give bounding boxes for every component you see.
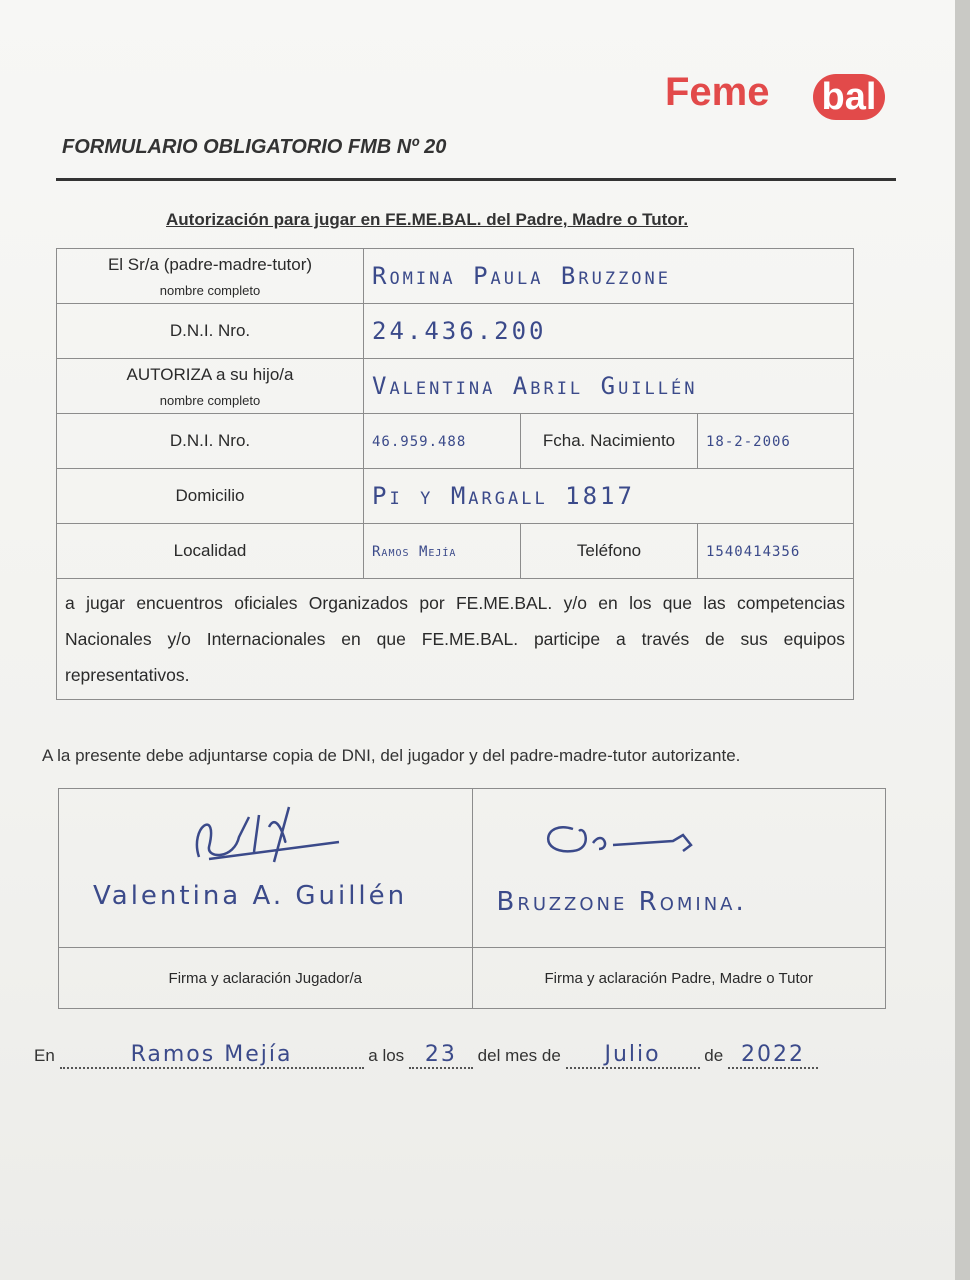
child-label: AUTORIZA a su hijo/a	[126, 364, 294, 384]
parent-label: El Sr/a (padre-madre-tutor)	[107, 254, 313, 274]
title-divider	[56, 178, 896, 181]
page-edge	[955, 0, 970, 1280]
player-printed-name: Valentina A. Guillén	[93, 881, 408, 911]
authorization-text-row	[57, 579, 854, 700]
address-row	[57, 469, 854, 524]
authorization-paragraph: a jugar encuentros oficiales Organizados por FE.ME.BAL. y/o en los que las competencias Nacionales y/o Internacionales en que FE.ME.BAL. participe a través de sus equipos representativos.	[57, 579, 854, 700]
logo-main-text: Feme	[665, 70, 770, 114]
player-signature-box[interactable]	[59, 789, 473, 948]
phone-label: Teléfono	[521, 524, 698, 579]
footer-en: En	[34, 1046, 55, 1065]
footer-del-mes-de: del mes de	[477, 1046, 561, 1065]
parent-name-value: Romina Paula Bruzzone	[372, 262, 672, 290]
form-subtitle: Autorización para jugar en FE.ME.BAL. del Padre, Madre o Tutor.	[166, 210, 689, 229]
child-name-field[interactable]	[364, 359, 854, 414]
locality-label: Localidad	[57, 524, 364, 579]
phone-field[interactable]	[698, 524, 854, 579]
logo-suffix-badge: bal	[813, 74, 885, 120]
place-field[interactable]: Ramos Mejía	[60, 1042, 364, 1069]
locality-value: Ramos Mejía	[372, 544, 457, 560]
phone-value: 1540414356	[706, 544, 801, 560]
parent-dni-field[interactable]	[364, 304, 854, 359]
place-date-line	[34, 1042, 818, 1069]
child-sub-label: nombre completo	[159, 392, 261, 408]
child-name-value: Valentina Abril Guillén	[372, 372, 698, 400]
locality-field[interactable]	[364, 524, 521, 579]
child-dni-value: 46.959.488	[372, 434, 467, 450]
parent-name-field[interactable]	[364, 249, 854, 304]
femebal-logo	[665, 70, 895, 130]
birth-date-value: 18-2-2006	[706, 434, 791, 450]
footer-de: de	[704, 1046, 724, 1065]
form-title: FORMULARIO OBLIGATORIO FMB Nº 20	[62, 136, 447, 158]
parent-dni-label: D.N.I. Nro.	[57, 304, 364, 359]
child-dni-label: D.N.I. Nro.	[57, 414, 364, 469]
parent-signature-mark	[533, 815, 713, 865]
child-dni-field[interactable]	[364, 414, 521, 469]
child-dni-row	[57, 414, 854, 469]
parent-printed-name: Bruzzone Romina.	[496, 887, 747, 917]
footer-a-los: a los	[368, 1046, 405, 1065]
birth-date-field[interactable]	[698, 414, 854, 469]
year-field[interactable]: 2022	[728, 1042, 818, 1069]
locality-row	[57, 524, 854, 579]
parent-signature-box[interactable]	[472, 789, 886, 948]
child-label-cell	[57, 359, 364, 414]
parent-label-cell	[57, 249, 364, 304]
parent-name-row	[57, 249, 854, 304]
address-field[interactable]	[364, 469, 854, 524]
address-value: Pi y Margall 1817	[372, 482, 635, 510]
player-signature-mark	[179, 797, 359, 867]
signature-table	[58, 788, 886, 1009]
parent-dni-row	[57, 304, 854, 359]
player-signature-caption: Firma y aclaración Jugador/a	[59, 948, 473, 1009]
parent-signature-caption: Firma y aclaración Padre, Madre o Tutor	[472, 948, 886, 1009]
address-label: Domicilio	[57, 469, 364, 524]
day-field[interactable]: 23	[409, 1042, 473, 1069]
month-field[interactable]: Julio	[566, 1042, 700, 1069]
birth-date-label: Fcha. Nacimiento	[521, 414, 698, 469]
parent-dni-value: 24.436.200	[372, 317, 547, 345]
child-name-row	[57, 359, 854, 414]
authorization-table	[56, 248, 854, 700]
parent-sub-label: nombre completo	[159, 282, 261, 298]
attachment-note: A la presente debe adjuntarse copia de DNI, del jugador y del padre-madre-tutor autorizante.	[42, 746, 741, 765]
